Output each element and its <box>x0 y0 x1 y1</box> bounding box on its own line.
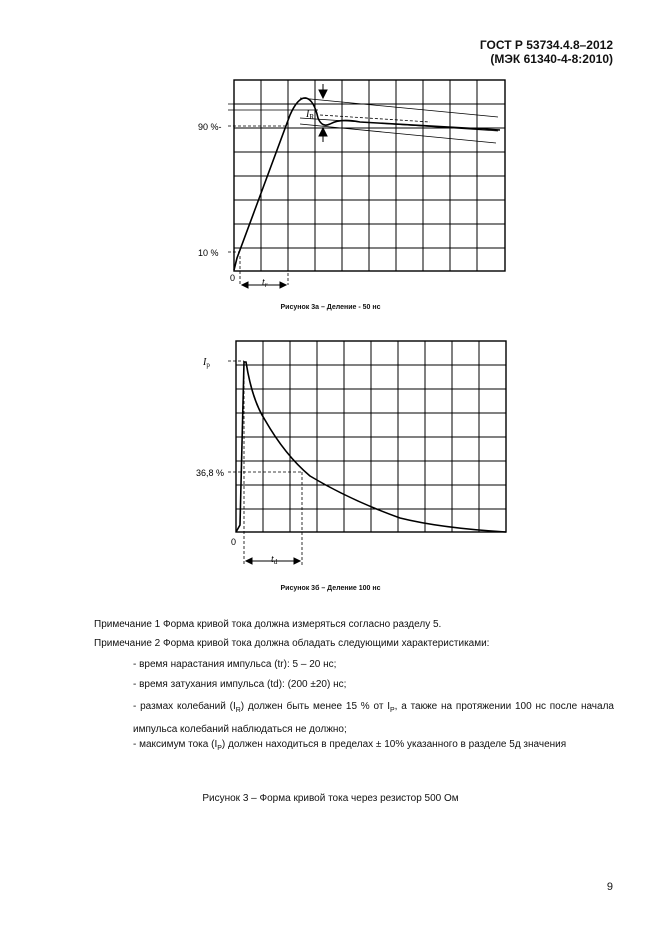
bullet-ringing-part2: ) должен быть менее 15 % от I <box>240 701 390 712</box>
bullet-peak-sub: P <box>217 745 222 752</box>
note-1: Примечание 1 Форма кривой тока должна измеряться согласно разделу 5. <box>94 619 442 630</box>
label-rise-time: t <box>262 277 265 288</box>
bullet-ringing-part1: - размах колебаний (I <box>133 701 236 712</box>
label-decay-time-sub: d <box>273 558 278 566</box>
bullet-peak-part2: ) должен находиться в пределах ± 10% указанного в разделе 5д значения <box>221 739 567 750</box>
label-peak-current-sub: p <box>206 361 210 369</box>
label-10-percent: 10 % <box>198 248 219 258</box>
label-36-8-percent: 36,8 % <box>196 468 225 478</box>
label-rise-time-sub: r <box>264 281 268 289</box>
bullet-decay-time: - время затухания импульса (td): (200 ±20) нс; <box>133 679 347 690</box>
svg-text:td <box>271 554 278 566</box>
svg-text:IR <box>305 109 314 121</box>
svg-text:tr <box>262 277 268 289</box>
label-ringing: I <box>306 109 310 120</box>
bullet-ringing-sub1: R <box>235 707 241 714</box>
label-origin-a: 0 <box>230 273 236 283</box>
figure-3-caption: Рисунок 3 – Форма кривой тока через резистор 500 Ом <box>202 793 459 804</box>
label-ringing-sub: R <box>309 113 315 121</box>
bullet-ringing-part3: , а также на протяжении 100 нс после начала импульса колебаний наблюдаться не должно; <box>133 701 614 735</box>
bullet-ringing <box>133 697 614 739</box>
standard-equivalent: (МЭК 61340-4-8:2010) <box>490 52 613 66</box>
figure-3b-waveform <box>0 330 661 570</box>
label-peak-current: I <box>203 357 207 368</box>
label-origin-b: 0 <box>231 537 237 547</box>
figure-3a-caption: Рисунок 3а – Деление - 50 нс <box>280 304 381 311</box>
figure-3b-caption: Рисунок 3б – Деление 100 нс <box>280 585 381 592</box>
page-number: 9 <box>606 881 613 893</box>
bullet-peak-current <box>133 735 614 758</box>
figure-3a-waveform <box>0 0 661 320</box>
label-decay-time: t <box>271 554 274 565</box>
bullet-peak-part1: - максимум тока (I <box>133 739 218 750</box>
label-90-percent: 90 %- <box>198 122 222 132</box>
bullet-ringing-sub2: P <box>389 707 395 714</box>
svg-text:Ip <box>202 357 210 369</box>
bullet-rise-time: - время нарастания импульса (tr): 5 – 20 нс; <box>133 659 337 670</box>
note-2: Примечание 2 Форма кривой тока должна обладать следующими характеристиками: <box>94 638 490 649</box>
standard-number: ГОСТ Р 53734.4.8–2012 <box>479 38 613 52</box>
